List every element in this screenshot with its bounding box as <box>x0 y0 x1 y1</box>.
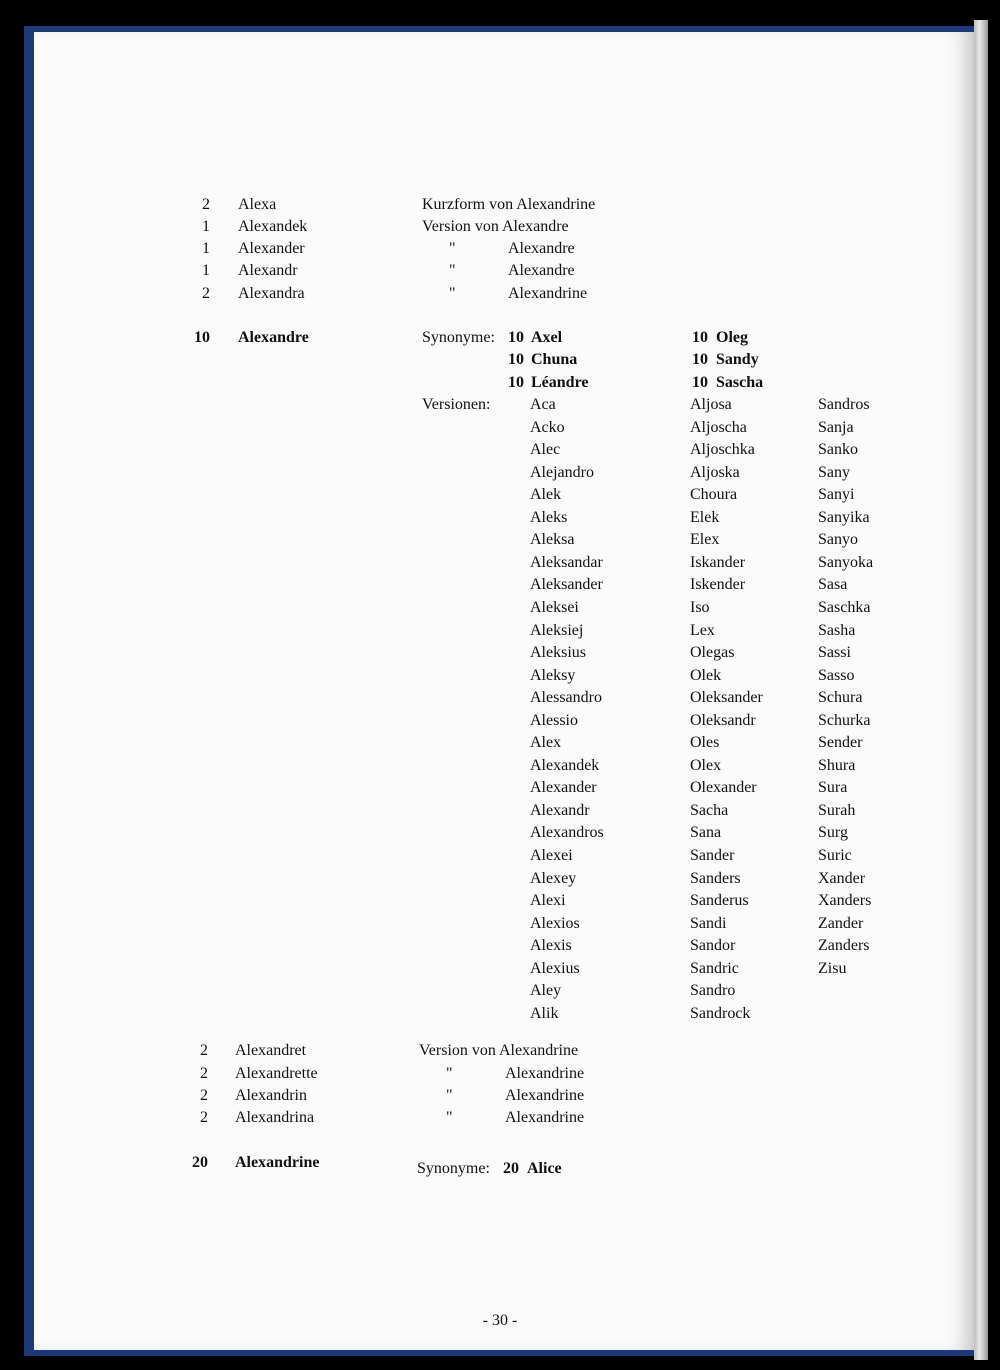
version-name: Schura <box>818 689 863 707</box>
version-name: Lex <box>690 621 715 639</box>
version-name: Alexander <box>530 779 597 797</box>
version-name: Sura <box>818 779 848 797</box>
version-name: Sanyo <box>818 531 858 549</box>
version-name: Olek <box>690 666 722 684</box>
entry-count: 2 <box>202 196 210 213</box>
version-name: Sanko <box>818 441 858 459</box>
version-name: Iskender <box>690 576 746 594</box>
synonym-count: 20 <box>503 1160 519 1177</box>
version-name: Alexey <box>530 869 577 887</box>
version-name: Choura <box>690 486 738 504</box>
version-name: Zanders <box>818 937 870 955</box>
version-name: Sanyika <box>818 508 870 526</box>
synonym-count: 10 <box>508 373 524 391</box>
entry-count: 1 <box>202 262 210 279</box>
version-name: Shura <box>818 756 856 774</box>
version-name: Alek <box>530 486 562 504</box>
version-name: Sanyoka <box>818 553 874 571</box>
version-name: Aleksandar <box>530 553 603 571</box>
entry-name: Alexandra <box>238 285 305 302</box>
version-name: Sassi <box>818 644 851 662</box>
entry-description: Alexandre <box>508 262 575 279</box>
version-name: Iskander <box>690 553 746 571</box>
version-name: Aleksy <box>530 666 576 684</box>
version-name: Alexios <box>530 914 580 932</box>
version-name: Aljoska <box>690 463 740 481</box>
version-name: Aleksa <box>530 531 575 549</box>
version-name: Alex <box>530 734 562 752</box>
version-name: Sandric <box>690 959 739 977</box>
versionen-label: Versionen: <box>422 396 491 413</box>
version-name: Alexandros <box>530 824 604 842</box>
version-name: Alexei <box>530 847 573 864</box>
entry-name: Alexandrette <box>235 1065 318 1082</box>
version-name: Alessandro <box>530 689 602 707</box>
synonym-name: Alice <box>527 1160 562 1177</box>
version-name: Surg <box>818 824 848 842</box>
version-name: Sender <box>818 734 863 752</box>
version-name: Xanders <box>818 892 872 910</box>
synonym-name: Axel <box>531 329 563 346</box>
version-name: Zisu <box>818 959 847 977</box>
version-name: Zander <box>818 914 864 932</box>
ditto-mark: " <box>449 285 456 302</box>
version-name: Sandor <box>690 937 736 955</box>
version-name: Aca <box>530 396 556 413</box>
ditto-mark: " <box>446 1109 453 1126</box>
synonyme-label: Synonyme: <box>417 1160 490 1177</box>
version-name: Xander <box>818 869 866 887</box>
entry-description: Alexandrine <box>505 1109 585 1126</box>
version-name: Aleks <box>530 508 568 526</box>
entry-name: Alexa <box>238 196 277 213</box>
entry-name: Alexandre <box>238 329 309 346</box>
version-name: Olexander <box>690 779 757 797</box>
version-name: Alejandro <box>530 463 594 481</box>
version-name: Aley <box>530 982 562 1000</box>
version-name: Acko <box>530 418 565 436</box>
version-name: Sandi <box>690 914 727 932</box>
entry-name: Alexandrine <box>235 1154 320 1171</box>
synonym-name: Sascha <box>716 373 764 391</box>
version-name: Sandrock <box>690 1004 751 1022</box>
version-name: Alexandek <box>530 756 600 774</box>
version-name: Aljosa <box>690 396 732 413</box>
version-name: Olegas <box>690 644 735 662</box>
version-name: Sacha <box>690 801 729 819</box>
ditto-mark: " <box>449 240 456 257</box>
version-name: Surah <box>818 801 856 819</box>
entry-count: 10 <box>194 329 210 346</box>
version-name: Sanyi <box>818 486 855 504</box>
version-name: Sander <box>690 847 735 864</box>
version-name: Sasa <box>818 576 848 594</box>
entry-count: 2 <box>200 1065 208 1082</box>
entry-description: Kurzform von Alexandrine <box>422 196 596 213</box>
entry-count: 2 <box>200 1042 208 1059</box>
entry-name: Alexandrin <box>235 1087 307 1104</box>
version-name: Sasha <box>818 621 856 639</box>
version-name: Alexandr <box>530 801 590 819</box>
entry-description: Alexandrine <box>508 285 588 302</box>
entry-description: Alexandre <box>508 240 575 257</box>
version-name: Saschka <box>818 598 871 616</box>
entry-name: Alexander <box>238 240 305 257</box>
version-name: Oles <box>690 734 720 752</box>
synonym-count: 10 <box>508 351 524 369</box>
entry-description: Version von Alexandrine <box>419 1042 579 1059</box>
version-name: Elek <box>690 508 720 526</box>
synonym-name: Chuna <box>531 351 578 369</box>
synonym-count: 10 <box>692 329 708 346</box>
version-name: Aleksiej <box>530 621 584 639</box>
version-name: Sasso <box>818 666 855 684</box>
version-name: Sanderus <box>690 892 749 910</box>
version-name: Aleksei <box>530 598 579 616</box>
entry-count: 2 <box>200 1087 208 1104</box>
version-name: Aleksius <box>530 644 586 662</box>
version-name: Aljoschka <box>690 441 755 459</box>
entry-count: 1 <box>202 240 210 257</box>
synonym-count: 10 <box>508 329 524 346</box>
version-name: Alec <box>530 441 561 459</box>
version-name: Sandros <box>818 396 870 413</box>
entry-description: Version von Alexandre <box>422 218 569 235</box>
entry-count: 20 <box>192 1154 208 1171</box>
version-name: Oleksander <box>690 689 763 707</box>
version-name: Oleksandr <box>690 711 756 729</box>
entry-description: Alexandrine <box>505 1087 585 1104</box>
ditto-mark: " <box>446 1065 453 1082</box>
entry-count: 2 <box>202 285 210 302</box>
version-name: Sandro <box>690 982 736 1000</box>
version-name: Schurka <box>818 711 871 729</box>
version-name: Suric <box>818 847 852 864</box>
synonym-name: Léandre <box>531 373 589 391</box>
entry-count: 1 <box>202 218 210 235</box>
version-name: Sanders <box>690 869 741 887</box>
ditto-mark: " <box>449 262 456 279</box>
page-number: - 30 - <box>482 1312 518 1329</box>
synonyme-label: Synonyme: <box>422 329 495 346</box>
entry-name: Alexandrina <box>235 1109 315 1126</box>
entry-description: Alexandrine <box>505 1065 585 1082</box>
version-name: Alik <box>530 1004 559 1022</box>
version-name: Sana <box>690 824 722 842</box>
entry-name: Alexandek <box>238 218 308 235</box>
entry-name: Alexandr <box>238 262 298 279</box>
ditto-mark: " <box>446 1087 453 1104</box>
entry-count: 2 <box>200 1109 208 1126</box>
version-name: Iso <box>690 598 710 616</box>
synonym-count: 10 <box>692 351 708 369</box>
synonym-count: 10 <box>692 373 708 391</box>
version-name: Aleksander <box>530 576 603 594</box>
entry-name: Alexandret <box>235 1042 307 1059</box>
synonym-name: Oleg <box>716 329 748 346</box>
version-name: Aljoscha <box>690 418 747 436</box>
version-name: Alessio <box>530 711 578 729</box>
version-name: Sany <box>818 463 850 481</box>
version-name: Alexi <box>530 892 566 910</box>
version-name: Alexis <box>530 937 572 955</box>
page-edge <box>974 20 988 1360</box>
synonym-name: Sandy <box>716 351 759 369</box>
version-name: Olex <box>690 756 722 774</box>
version-name: Elex <box>690 531 720 549</box>
version-name: Alexius <box>530 959 580 977</box>
version-name: Sanja <box>818 418 854 436</box>
